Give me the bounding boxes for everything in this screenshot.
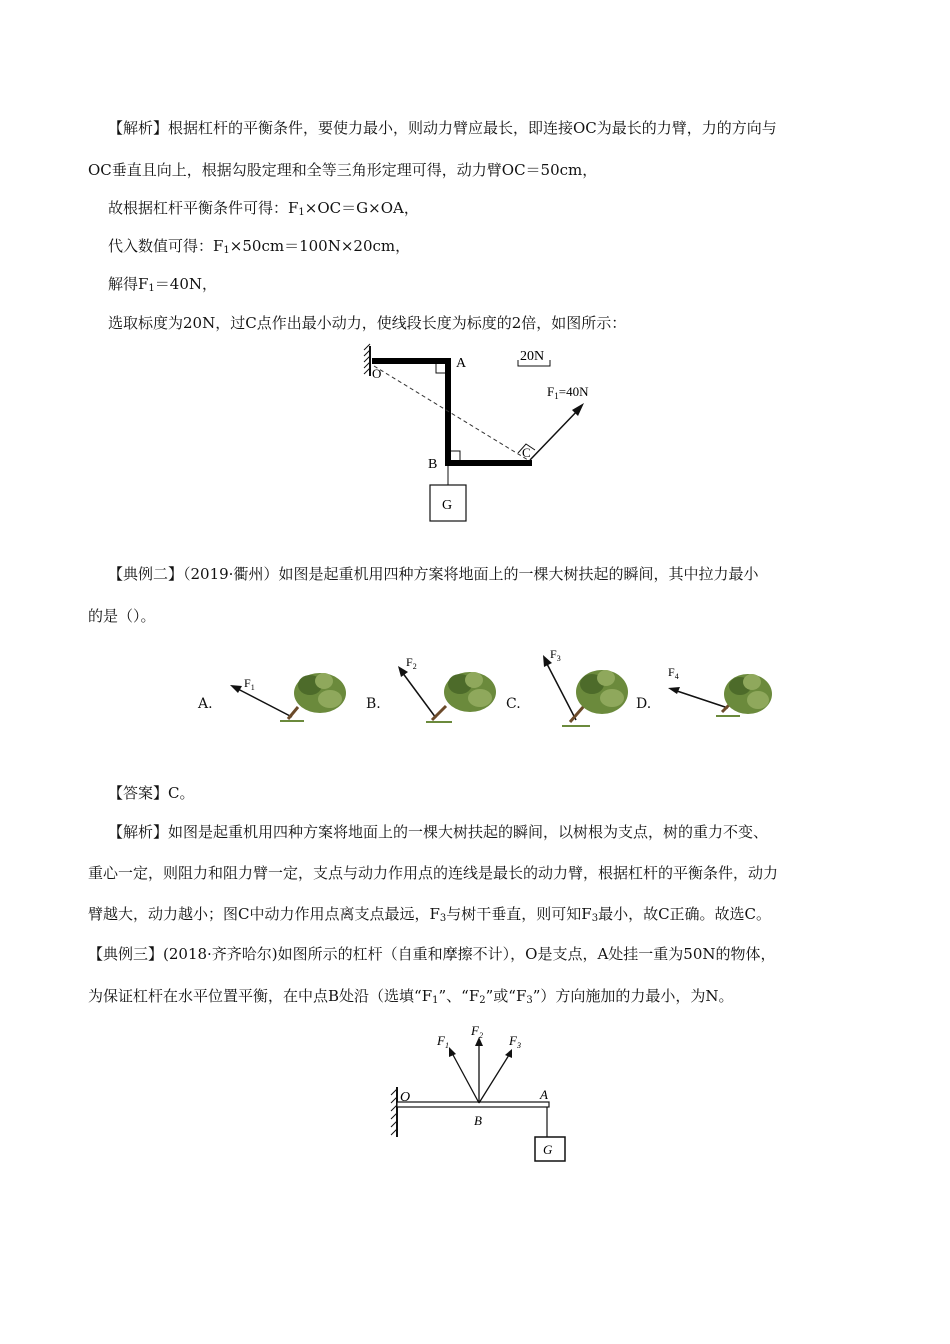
- text-segment: ×OC＝G×OA，: [304, 199, 419, 217]
- option-d-label: D.: [636, 696, 652, 712]
- force-subscript: 1: [250, 683, 255, 692]
- analysis-line: 【解析】如图是起重机用四种方案将地面上的一棵大树扶起的瞬间，以树根为支点，树的重力不变、: [108, 823, 769, 841]
- text-segment: ”或“F: [485, 987, 527, 1005]
- label-a: A: [456, 356, 467, 371]
- text-segment: 代入数值可得：F: [108, 237, 224, 255]
- label-o: O: [372, 366, 382, 381]
- analysis-line: OC垂直且向上，根据勾股定理和全等三角形定理可得，动力臂OC＝50cm，: [88, 161, 598, 179]
- scale-label: 20N: [520, 349, 545, 364]
- force-f1-arrowhead: [449, 1047, 456, 1057]
- label-a: A: [540, 1087, 548, 1102]
- force-subscript: 1: [554, 391, 559, 401]
- force-subscript: 2: [412, 662, 417, 671]
- subscript: 1: [148, 283, 155, 294]
- text-segment: ”、“F: [438, 987, 480, 1005]
- text-segment: ”）方向施加的力最小，为N。: [532, 987, 734, 1005]
- force-arrow-line: [530, 408, 580, 460]
- force-subscript: 3: [556, 654, 561, 663]
- text-segment: ×50cm＝100N×20cm，: [229, 237, 411, 255]
- force-label: [668, 665, 679, 681]
- force-symbol: F: [437, 1033, 445, 1048]
- force-symbol: F: [244, 676, 251, 690]
- label-b: B: [428, 457, 438, 472]
- force-label: [244, 676, 255, 692]
- text-segment: 解得F: [108, 275, 149, 293]
- force-f2-label: [470, 1023, 483, 1040]
- lever-bar: [397, 1102, 549, 1107]
- text-segment: 与树干垂直，则可知F: [446, 905, 592, 923]
- label-o: O: [400, 1090, 411, 1105]
- force-f3-label: [508, 1033, 521, 1050]
- pull-rope: [674, 690, 728, 708]
- text-segment: ＝40N，: [154, 275, 218, 293]
- force-label: [550, 647, 561, 663]
- force-symbol: F: [406, 655, 413, 669]
- subscript: 3: [591, 913, 599, 924]
- pull-rope: [402, 672, 436, 718]
- example-line: 【典例三】(2018·齐齐哈尔)如图所示的杠杆（自重和摩擦不计），O是支点，A处挂一重为50N的物体，: [88, 945, 776, 963]
- label-g: G: [543, 1142, 553, 1157]
- force-subscript: 3: [516, 1041, 521, 1050]
- example-line: 的是（）。: [88, 607, 156, 625]
- text-segment: 故根据杠杆平衡条件可得：F: [108, 199, 299, 217]
- example-line: 【典例二】（2019·衢州）如图是起重机用四种方案将地面上的一棵大树扶起的瞬间，其中拉力最小: [108, 565, 759, 583]
- force-f3-line: [479, 1055, 509, 1103]
- subscript: 2: [479, 995, 486, 1006]
- analysis-line: 选取标度为20N，过C点作出最小动力，使线段长度为标度的2倍，如图所示：: [108, 314, 627, 332]
- force-f1-label: [436, 1033, 449, 1050]
- analysis-line: 【解析】根据杠杆的平衡条件，要使力最小，则动力臂应最长，即连接OC为最长的力臂，力的方向与: [108, 119, 777, 137]
- force-symbol: F: [550, 647, 557, 661]
- label-g: G: [442, 498, 453, 513]
- equation-line: [108, 274, 217, 294]
- tree-option-b: [386, 650, 516, 735]
- subscript: 3: [526, 995, 533, 1006]
- pull-arrowhead: [230, 685, 242, 693]
- tree-option-d: [660, 660, 780, 735]
- equation-line: [108, 236, 410, 256]
- force-symbol: F: [471, 1023, 479, 1038]
- force-label: [406, 655, 417, 671]
- right-angle-mark: [451, 451, 460, 460]
- tree-option-c: [526, 640, 636, 735]
- force-subscript: 4: [674, 672, 679, 681]
- subscript: 1: [298, 207, 305, 218]
- subscript: 1: [432, 995, 439, 1006]
- force-value: =40N: [558, 384, 589, 399]
- force-symbol: F: [547, 384, 555, 399]
- tree-trunk: [432, 706, 446, 720]
- right-angle-mark: [436, 364, 445, 373]
- tree-trunk: [288, 707, 298, 719]
- pull-arrowhead: [668, 687, 680, 694]
- force-symbol: F: [509, 1033, 517, 1048]
- analysis-line: 重心一定，则阻力和阻力臂一定，支点与动力作用点的连线是最长的动力臂，根据杠杆的平衡条件，动力: [88, 864, 779, 882]
- subscript: 3: [439, 913, 447, 924]
- option-a-label: A.: [198, 696, 213, 712]
- force-subscript: 1: [444, 1041, 449, 1050]
- label-c: C: [522, 445, 531, 460]
- text-segment: 最小，故C正确。故选C。: [598, 905, 772, 923]
- equation-line: [108, 198, 419, 218]
- answer-line: 【答案】C。: [108, 784, 195, 802]
- analysis-line: [88, 904, 771, 924]
- force-subscript: 2: [478, 1031, 483, 1040]
- text-segment: 为保证杠杆在水平位置平衡，在中点B处沿（选填“F: [88, 987, 433, 1005]
- option-b-label: B.: [366, 696, 381, 712]
- force-label: [547, 384, 589, 401]
- subscript: 1: [223, 245, 230, 256]
- force-f1-line: [452, 1053, 479, 1103]
- lever-diagram-1: [360, 340, 620, 530]
- option-c-label: C.: [506, 696, 521, 712]
- text-segment: 臂越大，动力越小；图C中动力作用点离支点最远，F: [88, 905, 440, 923]
- tree-option-a: [220, 655, 360, 735]
- lever-diagram-3: [385, 1015, 585, 1175]
- force-symbol: F: [668, 665, 675, 679]
- pull-rope: [546, 662, 576, 720]
- pull-rope: [236, 688, 292, 717]
- label-b: B: [474, 1113, 482, 1128]
- example-line: [88, 986, 734, 1006]
